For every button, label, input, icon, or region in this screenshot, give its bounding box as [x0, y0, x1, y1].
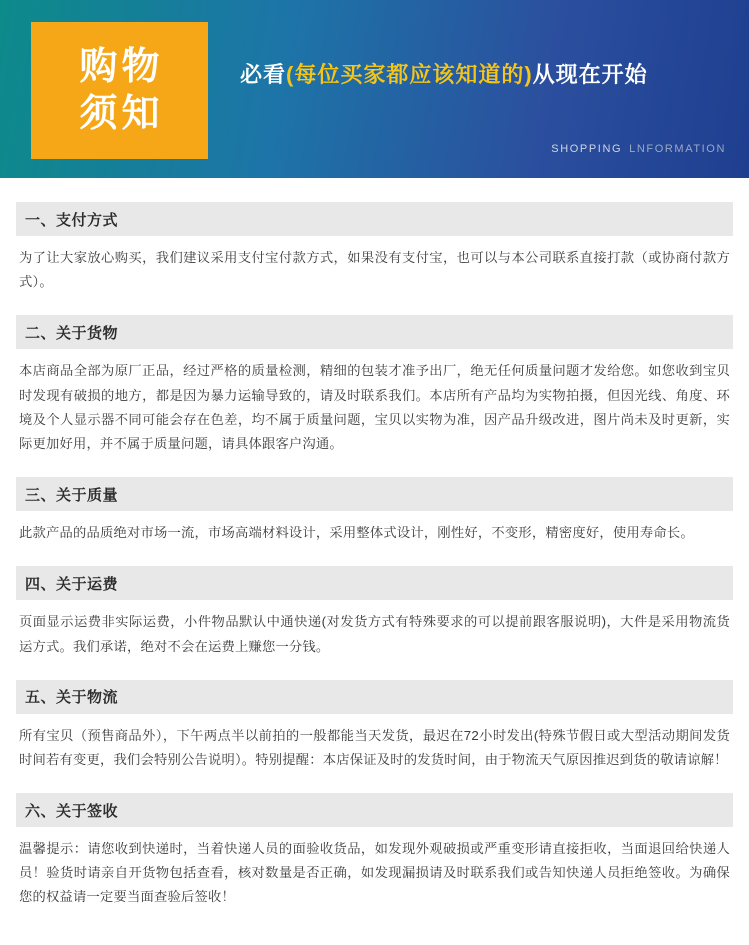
badge-line-1: 购物 — [79, 46, 164, 89]
section-quality — [16, 477, 733, 547]
section-heading-text: 五、关于物流 — [25, 689, 119, 707]
section-body-text: 本店商品全部为原厂正品，经过严格的质量检测，精细的包装才准予出厂，绝无任何质量问题才发给您。如您收到宝贝时发现有破损的地方，都是因为暴力运输导致的，请及时联系我们。本店所有产品均为实物拍摄，但因光线、角度、环境及个人显示器不同可能会存在色差，均不属于质量问题，宝贝以实物为准，因产品升级改进，图片尚未及时更新，实际更加好用，并不属于质量问题，请具体跟客户沟通。 — [19, 363, 730, 451]
section-heading — [16, 477, 733, 511]
section-goods — [16, 315, 733, 458]
section-body-text: 页面显示运费非实际运费，小件物品默认中通快递(对发货方式有特殊要求的可以提前跟客服说明)，大件是采用物流货运方式。我们承诺，绝对不会在运费上赚您一分钱。 — [19, 614, 730, 654]
shopping-notice-badge — [31, 22, 208, 159]
section-heading — [16, 793, 733, 827]
section-heading-text: 一、支付方式 — [25, 211, 119, 229]
section-heading-text: 六、关于签收 — [25, 802, 119, 820]
section-heading-text: 二、关于货物 — [25, 324, 119, 342]
banner-subtitle-left: SHOPPING — [551, 143, 623, 155]
banner-title — [240, 58, 729, 89]
banner-title-prefix: 必看 — [240, 62, 287, 87]
page-header-banner — [0, 0, 749, 178]
section-payment — [16, 202, 733, 296]
section-body-text: 此款产品的品质绝对市场一流，市场高端材料设计，采用整体式设计，刚性好，不变形，精密度好，使用寿命长。 — [19, 525, 694, 541]
section-heading — [16, 315, 733, 349]
banner-title-suffix: 从现在开始 — [532, 62, 648, 87]
section-shipping-fee — [16, 566, 733, 660]
section-body-text: 所有宝贝（预售商品外），下午两点半以前拍的一般都能当天发货，最迟在72小时发出(特殊节假日或大型活动期间发货时间若有变更，我们会特别公告说明）。特别提醒：本店保证及时的发货时间，由于物流天气原因推迟到货的敬请谅解！ — [19, 727, 730, 767]
section-heading — [16, 680, 733, 714]
section-body-text: 温馨提示：请您收到快递时，当着快递人员的面验收货品，如发现外观破损或严重变形请直接拒收，当面退回给快递人员！验货时请亲自开货物包括查看，核对数量是否正确，如发现漏损请及时联系我们或告知快递人员拒绝签收。为确保您的权益请一定要当面查验后签收！ — [19, 841, 730, 905]
section-body-text: 为了让大家放心购买，我们建议采用支付宝付款方式，如果没有支付宝，也可以与本公司联系直接打款（或协商付款方式）。 — [19, 250, 730, 290]
notice-content — [0, 202, 749, 912]
section-heading — [16, 566, 733, 600]
section-heading-text: 四、关于运费 — [25, 575, 119, 593]
section-heading — [16, 202, 733, 236]
banner-subtitle — [551, 143, 726, 155]
section-heading-text: 三、关于质量 — [25, 486, 119, 504]
banner-inner — [0, 0, 749, 178]
section-receipt — [16, 793, 733, 912]
banner-subtitle-right: LNFORMATION — [629, 143, 726, 155]
section-logistics — [16, 680, 733, 774]
badge-line-2: 须知 — [79, 92, 164, 135]
banner-title-highlight: (每位买家都应该知道的) — [286, 62, 533, 87]
